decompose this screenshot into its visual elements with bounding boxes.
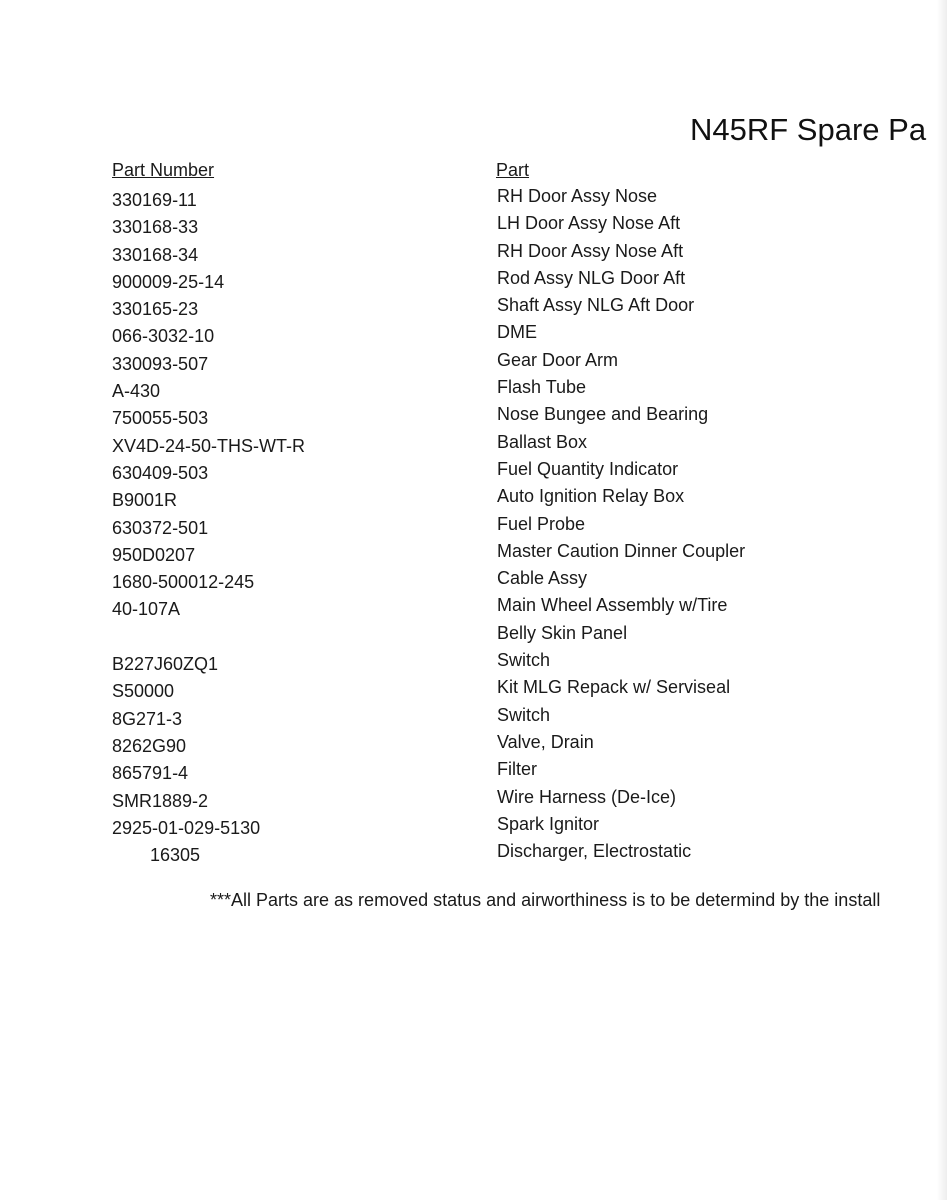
part-number-cell: 900009-25-14 xyxy=(112,271,225,292)
part-description-cell: Valve, Drain xyxy=(497,731,594,752)
table-row xyxy=(0,541,947,568)
part-description-cell: Kit MLG Repack w/ Serviseal xyxy=(497,677,731,698)
part-number-cell: 8262G90 xyxy=(112,735,187,756)
part-number-cell: 330169-11 xyxy=(112,190,197,210)
table-row xyxy=(0,432,947,459)
table-row xyxy=(0,350,947,377)
document-title: N45RF Spare Pa xyxy=(690,112,927,147)
table-row xyxy=(0,514,947,541)
part-description-cell: Cable Assy xyxy=(497,568,588,589)
part-description-cell: Fuel Probe xyxy=(497,513,586,534)
part-description-cell: Belly Skin Panel xyxy=(497,622,628,643)
table-row xyxy=(0,568,947,595)
part-number-cell: 330093-507 xyxy=(112,353,209,374)
part-description-cell: DME xyxy=(497,322,537,343)
part-number-cell: B227J60ZQ1 xyxy=(112,654,219,675)
part-number-cell: SMR1889-2 xyxy=(112,790,209,811)
table-row xyxy=(0,623,947,650)
part-number-column-header: Part Number xyxy=(112,160,215,180)
part-number-cell: 2925-01-029-5130 xyxy=(112,817,261,838)
part-description-cell: RH Door Assy Nose Aft xyxy=(497,240,684,261)
part-description-cell: Filter xyxy=(497,759,537,780)
part-number-cell: B9001R xyxy=(112,490,178,511)
part-number-cell: 750055-503 xyxy=(112,408,209,429)
table-row xyxy=(0,213,947,240)
part-number-cell: 066-3032-10 xyxy=(112,326,215,347)
part-description-cell: Shaft Assy NLG Aft Door xyxy=(497,295,695,316)
table-row xyxy=(0,268,947,295)
table-row xyxy=(0,186,947,213)
part-column-header: Part xyxy=(496,160,530,180)
part-description-cell: Main Wheel Assembly w/Tire xyxy=(497,595,728,616)
part-number-cell: XV4D-24-50-THS-WT-R xyxy=(112,435,306,456)
table-row xyxy=(0,404,947,431)
table-row xyxy=(0,677,947,704)
part-description-cell: Master Caution Dinner Coupler xyxy=(497,540,746,561)
table-row xyxy=(0,814,947,841)
part-description-cell: Ballast Box xyxy=(497,431,588,452)
table-row xyxy=(0,486,947,513)
table-row xyxy=(0,459,947,486)
part-number-cell: 330168-34 xyxy=(112,244,199,265)
part-description-cell: Auto Ignition Relay Box xyxy=(497,486,685,507)
table-row xyxy=(0,377,947,404)
part-number-cell: A-430 xyxy=(112,381,161,402)
parts-table xyxy=(0,186,947,868)
part-number-cell: 330165-23 xyxy=(112,299,199,320)
part-number-cell: 630372-501 xyxy=(112,517,209,538)
table-row xyxy=(0,705,947,732)
part-description-cell: Spark Ignitor xyxy=(497,813,600,834)
part-description-cell: Switch xyxy=(497,704,551,725)
part-description-cell: Nose Bungee and Bearing xyxy=(497,404,709,425)
table-row xyxy=(0,322,947,349)
part-number-cell: 8G271-3 xyxy=(112,708,183,729)
table-row xyxy=(0,241,947,268)
part-description-cell: Flash Tube xyxy=(497,377,587,398)
footnote: ***All Parts are as removed status and airworthiness is to be determind by the install xyxy=(210,890,881,910)
part-number-cell: 40-107A xyxy=(112,599,181,620)
part-description-cell: Wire Harness (De-Ice) xyxy=(497,786,677,807)
scan-edge-shadow xyxy=(937,0,947,1200)
part-description-cell: Fuel Quantity Indicator xyxy=(497,458,679,479)
part-number-cell: 330168-33 xyxy=(112,217,199,238)
table-row xyxy=(0,841,947,868)
part-number-cell: 950D0207 xyxy=(112,544,196,565)
table-row xyxy=(0,759,947,786)
part-description-cell: RH Door Assy Nose xyxy=(497,186,658,206)
part-number-cell: 865791-4 xyxy=(112,763,189,784)
part-description-cell: Rod Assy NLG Door Aft xyxy=(497,267,686,288)
table-row xyxy=(0,732,947,759)
part-number-cell: 1680-500012-245 xyxy=(112,572,255,593)
part-description-cell: Switch xyxy=(497,650,551,671)
part-number-cell: 16305 xyxy=(150,845,201,866)
part-number-cell: S50000 xyxy=(112,681,175,702)
table-row xyxy=(0,787,947,814)
table-row xyxy=(0,295,947,322)
part-description-cell: LH Door Assy Nose Aft xyxy=(497,213,681,234)
part-description-cell: Gear Door Arm xyxy=(497,349,619,370)
table-row xyxy=(0,650,947,677)
part-description-cell: Discharger, Electrostatic xyxy=(497,841,692,862)
table-row xyxy=(0,595,947,622)
part-number-cell: 630409-503 xyxy=(112,462,209,483)
